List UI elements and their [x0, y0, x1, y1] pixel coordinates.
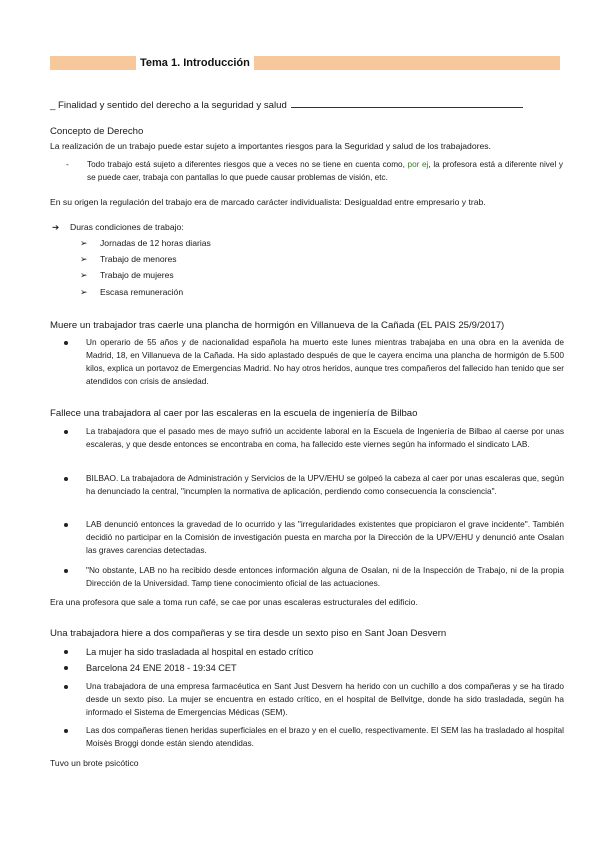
page-title: Tema 1. Introducción	[136, 56, 254, 70]
noticia2-bullet-text: "No obstante, LAB no ha recibido desde entonces información alguna de Osalan, ni de la Inspección de Trabajo, ni de la propia Dirección de la Universidad. Tamp tiene conocimiento oficial de las actuaciones.	[86, 565, 564, 588]
section-subtitle-text: _ Finalidad y sentido del derecho a la seguridad y salud	[50, 100, 287, 111]
noticia1-heading: Muere un trabajador tras caerle una plancha de hormigón en Villanueva de la Cañada (EL PAIS 25/9/2017)	[50, 320, 505, 331]
noticia2-heading: Fallece una trabajadora al caer por las escaleras en la escuela de ingeniería de Bilbao	[50, 408, 418, 419]
noticia3-bullet	[64, 645, 564, 659]
condiciones-label-row	[52, 221, 184, 233]
arrowhead-bullet-icon: ➢	[80, 238, 88, 248]
section-subtitle	[50, 98, 565, 112]
arrowhead-bullet-icon: ➢	[80, 254, 88, 264]
bullet-dot	[64, 650, 68, 654]
noticia2-closing: Era una profesora que sale a toma run café, se cae por unas escaleras estructurales del edificio.	[50, 597, 418, 607]
noticia2-bullet	[64, 518, 564, 557]
noticia3-closing: Tuvo un brote psicótico	[50, 758, 139, 768]
condiciones-item-text: Escasa remuneración	[100, 287, 184, 297]
condiciones-item-text: Jornadas de 12 horas diarias	[100, 238, 211, 248]
title-highlight-bar	[50, 56, 560, 70]
dash-item-highlight: por ej	[407, 160, 429, 169]
noticia2-bullet	[64, 425, 564, 451]
dash-marker: -	[66, 160, 69, 169]
bullet-dot	[64, 523, 68, 527]
noticia3-bullet-text: Barcelona 24 ENE 2018 - 19:34 CET	[86, 663, 237, 673]
dash-item-text-after: , la profesora está a diferente nivel y se puede caer, trabaja con pantallas lo que puede causar problemas de visión, etc.	[87, 160, 564, 182]
concepto-heading: Concepto de Derecho	[50, 126, 144, 137]
condiciones-item	[80, 286, 183, 298]
noticia2-bullet	[64, 472, 564, 498]
noticia2-bullet-text: BILBAO. La trabajadora de Administración y Servicios de la UPV/EHU se golpeó la cabeza al caer por unas escaleras que, según ha denunciado la central, "incumplen la normativa de aplicación, perdiendo como consecuencia la consciencia".	[86, 473, 564, 496]
bullet-dot	[64, 729, 68, 733]
condiciones-item-text: Trabajo de menores	[100, 254, 177, 264]
bullet-dot	[64, 477, 68, 481]
concepto-dash-item	[66, 158, 563, 184]
noticia3-bullet	[64, 724, 564, 750]
condiciones-label: Duras condiciones de trabajo:	[70, 222, 184, 232]
condiciones-item-text: Trabajo de mujeres	[100, 270, 174, 280]
noticia1-bullet	[64, 336, 564, 388]
subtitle-underline	[291, 98, 523, 108]
noticia2-bullet	[64, 564, 564, 590]
noticia1-bullet-text: Un operario de 55 años y de nacionalidad española ha muerto este lunes mientras trabajaba en una obra en la avenida de Madrid, 18, en Villanueva de la Cañada. Ha sido aplastado después de que le cayera encima una plancha de hormigón de 5.500 kilos, explica un portavoz de Emergencias Madrid. No hay otros heridos, aunque tres compañeros del fallecido han tenido que ser atendidos con crisis de ansiedad.	[86, 337, 564, 386]
bullet-dot	[64, 569, 68, 573]
noticia3-bullet-text: Una trabajadora de una empresa farmacéutica en Sant Just Desvern ha herido con un cuchillo a dos compañeras y se ha tirado desde un sexto piso. La mujer se encuentra en estado crítico, en el hospital de Bellvitge, donde ha sido trasladada, según ha informado el Sistema de Emergencias Médicas (SEM).	[86, 681, 564, 717]
condiciones-item	[80, 269, 174, 281]
concepto-intro: La realización de un trabajo puede estar sujeto a importantes riesgos para la Seguridad y salud de los trabajadores.	[50, 141, 491, 151]
bullet-dot	[64, 341, 68, 345]
bullet-dot	[64, 666, 68, 670]
bullet-dot	[64, 430, 68, 434]
noticia3-bullet-text: Las dos compañeras tienen heridas superficiales en el brazo y en el cuello, respectivamente. El SEM las ha trasladado al hospital Moisès Broggi donde están siendo atendidas.	[86, 725, 564, 748]
noticia3-heading: Una trabajadora hiere a dos compañeras y se tira desde un sexto piso en Sant Joan Desvern	[50, 628, 447, 639]
concepto-origin: En su origen la regulación del trabajo era de marcado carácter individualista: Desigualdad entre empresario y trab.	[50, 197, 486, 207]
noticia2-bullet-text: LAB denunció entonces la gravedad de lo ocurrido y las "irregularidades existentes que propiciaron el grave incidente". También decidió no participar en la Comisión de investigación puesta en marcha por la Dirección de la UPV/EHU y denunció ante Osalan las graves carencias detectadas.	[86, 519, 564, 555]
dash-item-text-before: Todo trabajo está sujeto a diferentes riesgos que a veces no se tiene en cuenta como,	[87, 160, 405, 169]
arrowhead-bullet-icon: ➢	[80, 270, 88, 280]
arrow-right-icon: ➔	[52, 222, 60, 232]
noticia2-bullet-text: La trabajadora que el pasado mes de mayo sufrió un accidente laboral en la Escuela de Ingeniería de Bilbao al caerse por unas escaleras, y que desde entonces se encontraba en coma, ha fallecido este viernes según ha informado el sindicato LAB.	[86, 426, 564, 449]
noticia3-bullet	[64, 680, 564, 719]
noticia3-bullet	[64, 661, 564, 675]
noticia3-bullet-text: La mujer ha sido trasladada al hospital en estado crítico	[86, 647, 314, 657]
arrowhead-bullet-icon: ➢	[80, 287, 88, 297]
condiciones-item	[80, 253, 177, 265]
condiciones-item	[80, 237, 211, 249]
bullet-dot	[64, 685, 68, 689]
